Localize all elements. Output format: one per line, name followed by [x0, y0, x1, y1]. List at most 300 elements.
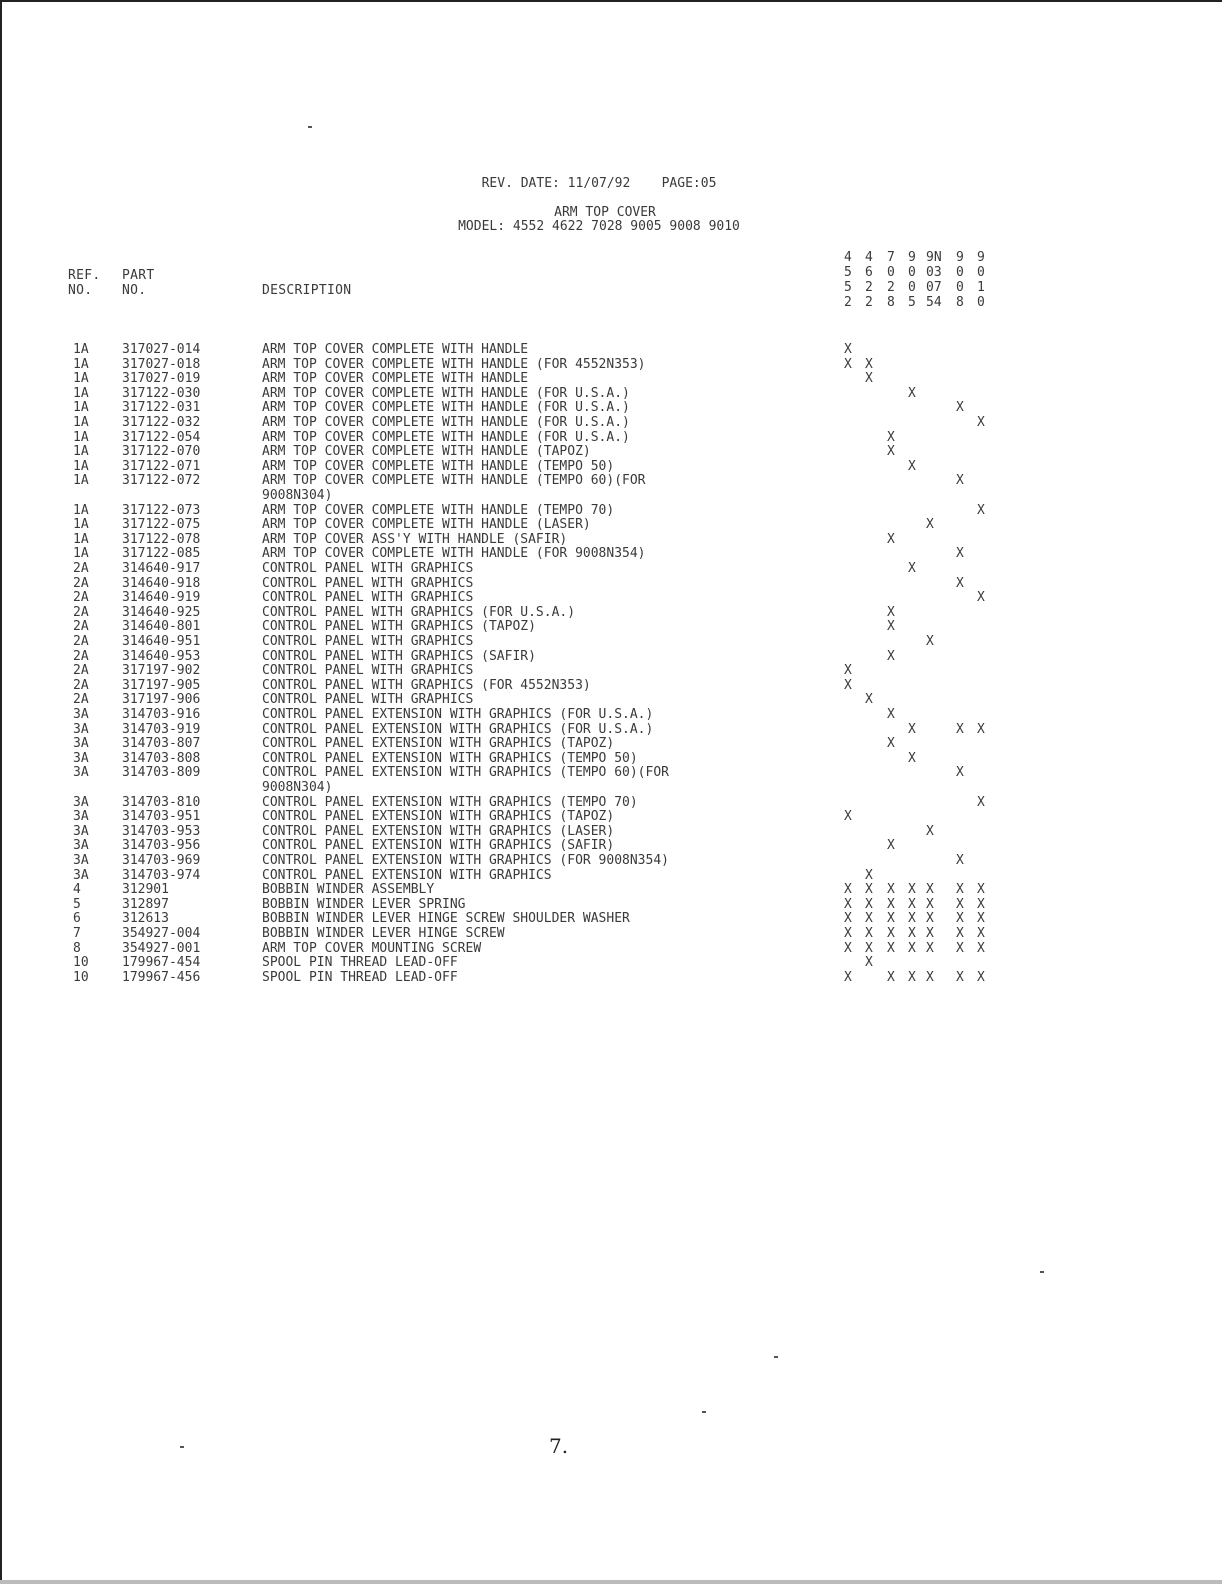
description-cell: ARM TOP COVER COMPLETE WITH HANDLE (LASER) — [262, 517, 591, 533]
table-row — [0, 371, 1222, 386]
table-row — [0, 546, 1222, 561]
model-applicability-mark: X — [887, 707, 895, 722]
ref-no-cell: 1A — [73, 400, 89, 416]
model-applicability-mark: X — [908, 911, 916, 927]
part-no-cell: 314703-807 — [122, 736, 201, 752]
model-applicability-mark: X — [956, 911, 964, 927]
model-digit: 2 — [865, 280, 873, 295]
ref-no-cell: 3A — [73, 867, 89, 883]
model-applicability-mark: X — [977, 940, 985, 956]
model-column-header — [865, 250, 873, 310]
model-applicability-mark: X — [956, 721, 964, 737]
model-column-header — [956, 250, 964, 310]
description-cell: CONTROL PANEL EXTENSION WITH GRAPHICS (LASER) — [262, 823, 615, 839]
model-applicability-mark: X — [956, 400, 964, 416]
table-row — [0, 795, 1222, 810]
ref-no-cell: 1A — [73, 546, 89, 562]
part-no-cell: 314703-956 — [122, 838, 201, 854]
model-digit: 0 — [887, 265, 895, 280]
scan-speck — [308, 126, 312, 128]
table-row — [0, 605, 1222, 620]
ref-no-cell: 3A — [73, 853, 89, 868]
description-continuation: 9008N304) — [262, 488, 333, 504]
description-cell: ARM TOP COVER COMPLETE WITH HANDLE (TEMPO 60)(FOR — [262, 473, 646, 489]
model-digit: 4 — [844, 250, 852, 265]
model-column-header — [844, 250, 852, 310]
model-applicability-mark: X — [908, 750, 916, 766]
ref-no-cell: 3A — [73, 809, 89, 825]
ref-no-cell: 1A — [73, 385, 89, 401]
description-cell: ARM TOP COVER COMPLETE WITH HANDLE (FOR U.S.A.) — [262, 429, 630, 445]
model-digit: 54 — [926, 295, 942, 310]
model-applicability-mark: X — [977, 896, 985, 912]
part-no-cell: 314640-925 — [122, 604, 201, 620]
table-row — [0, 473, 1222, 504]
description-cell: BOBBIN WINDER LEVER HINGE SCREW SHOULDER WASHER — [262, 911, 630, 927]
ref-no-cell: 2A — [73, 604, 89, 620]
model-digit: 9 — [908, 250, 916, 265]
description-cell: ARM TOP COVER COMPLETE WITH HANDLE — [262, 371, 529, 387]
description-cell: ARM TOP COVER COMPLETE WITH HANDLE (TEMPO 70) — [262, 502, 615, 518]
part-no-cell: 314703-916 — [122, 707, 201, 722]
model-applicability-mark: X — [887, 648, 895, 664]
ref-no-header: REF. NO. — [68, 268, 101, 298]
ref-no-cell: 4 — [73, 882, 81, 898]
description-cell: CONTROL PANEL WITH GRAPHICS — [262, 561, 474, 576]
ref-no-cell: 3A — [73, 794, 89, 810]
scan-border-left — [0, 0, 2, 1584]
ref-no-cell: 2A — [73, 561, 89, 576]
model-applicability-mark: X — [844, 809, 852, 825]
model-applicability-mark: X — [887, 444, 895, 460]
model-applicability-mark: X — [887, 604, 895, 620]
table-row — [0, 897, 1222, 912]
model-applicability-mark: X — [926, 882, 934, 898]
model-applicability-mark: X — [844, 663, 852, 679]
description-cell: CONTROL PANEL WITH GRAPHICS — [262, 663, 474, 679]
model-applicability-mark: X — [865, 882, 873, 898]
model-applicability-mark: X — [887, 882, 895, 898]
model-applicability-mark: X — [926, 896, 934, 912]
part-no-cell: 314703-951 — [122, 809, 201, 825]
table-row — [0, 342, 1222, 357]
description-cell: CONTROL PANEL EXTENSION WITH GRAPHICS (TEMPO 70) — [262, 794, 638, 810]
description-cell: CONTROL PANEL EXTENSION WITH GRAPHICS (FOR 9008N354) — [262, 853, 669, 868]
model-column-header — [977, 250, 985, 310]
description-cell: CONTROL PANEL EXTENSION WITH GRAPHICS (TEMPO 50) — [262, 750, 638, 766]
model-applicability-mark: X — [977, 590, 985, 606]
model-applicability-mark: X — [956, 969, 964, 985]
model-applicability-mark: X — [865, 692, 873, 708]
ref-no-cell: 2A — [73, 648, 89, 664]
ref-no-cell: 6 — [73, 911, 81, 927]
model-applicability-mark: X — [887, 838, 895, 854]
model-digit: 4 — [865, 250, 873, 265]
description-cell: CONTROL PANEL WITH GRAPHICS (TAPOZ) — [262, 619, 536, 635]
scan-border-top — [0, 0, 1222, 2]
model-applicability-mark: X — [926, 940, 934, 956]
model-digit: 0 — [977, 295, 985, 310]
description-cell: ARM TOP COVER COMPLETE WITH HANDLE (FOR 9008N354) — [262, 546, 646, 562]
table-row — [0, 970, 1222, 985]
model-digit: 6 — [865, 265, 873, 280]
table-row — [0, 576, 1222, 591]
part-no-cell: 317197-906 — [122, 692, 201, 708]
model-applicability-mark: X — [908, 926, 916, 941]
table-row — [0, 459, 1222, 474]
description-cell: BOBBIN WINDER LEVER HINGE SCREW — [262, 926, 505, 941]
model-applicability-mark: X — [977, 926, 985, 941]
description-cell: CONTROL PANEL EXTENSION WITH GRAPHICS (TEMPO 60)(FOR — [262, 765, 669, 781]
model-applicability-mark: X — [887, 896, 895, 912]
part-no-cell: 317027-014 — [122, 342, 201, 357]
description-cell: ARM TOP COVER COMPLETE WITH HANDLE — [262, 342, 529, 357]
model-applicability-mark: X — [977, 794, 985, 810]
model-digit: 0 — [956, 280, 964, 295]
ref-no-cell: 2A — [73, 590, 89, 606]
ref-no-cell: 1A — [73, 342, 89, 357]
model-applicability-mark: X — [956, 896, 964, 912]
model-digit: 8 — [887, 295, 895, 310]
model-column-header — [908, 250, 916, 310]
part-no-cell: 317122-070 — [122, 444, 201, 460]
model-applicability-mark: X — [865, 911, 873, 927]
model-applicability-mark: X — [977, 721, 985, 737]
model-digit: 2 — [865, 295, 873, 310]
ref-no-cell: 1A — [73, 473, 89, 489]
description-cell: SPOOL PIN THREAD LEAD-OFF — [262, 955, 458, 971]
part-no-cell: 314703-919 — [122, 721, 201, 737]
model-applicability-mark: X — [956, 940, 964, 956]
model-applicability-mark: X — [926, 634, 934, 649]
description-cell: CONTROL PANEL EXTENSION WITH GRAPHICS (SAFIR) — [262, 838, 615, 854]
table-row — [0, 926, 1222, 941]
model-applicability-mark: X — [865, 896, 873, 912]
model-applicability-mark: X — [887, 736, 895, 752]
table-row — [0, 386, 1222, 401]
description-cell: ARM TOP COVER MOUNTING SCREW — [262, 940, 482, 956]
scan-speck — [1040, 1271, 1044, 1273]
ref-no-cell: 3A — [73, 707, 89, 722]
model-applicability-mark: X — [956, 853, 964, 868]
ref-no-cell: 2A — [73, 634, 89, 649]
model-digit: 0 — [908, 265, 916, 280]
part-no-cell: 314640-917 — [122, 561, 201, 576]
part-no-cell: 314703-969 — [122, 853, 201, 868]
part-no-cell: 317122-072 — [122, 473, 201, 489]
description-cell: CONTROL PANEL WITH GRAPHICS — [262, 692, 474, 708]
model-applicability-mark: X — [956, 926, 964, 941]
part-no-cell: 179967-456 — [122, 969, 201, 985]
model-applicability-mark: X — [977, 415, 985, 430]
description-cell: SPOOL PIN THREAD LEAD-OFF — [262, 969, 458, 985]
model-applicability-mark: X — [977, 882, 985, 898]
part-no-cell: 314640-918 — [122, 575, 201, 591]
model-applicability-mark: X — [977, 969, 985, 985]
model-applicability-mark: X — [926, 517, 934, 533]
model-applicability-mark: X — [844, 677, 852, 693]
part-no-cell: 317122-032 — [122, 415, 201, 430]
model-digit: 2 — [844, 295, 852, 310]
part-no-cell: 312613 — [122, 911, 169, 927]
ref-no-cell: 2A — [73, 575, 89, 591]
model-applicability-mark: X — [844, 926, 852, 941]
model-applicability-mark: X — [908, 882, 916, 898]
scan-speck — [702, 1411, 706, 1413]
table-row — [0, 678, 1222, 693]
ref-no-cell: 1A — [73, 356, 89, 372]
model-applicability-mark: X — [887, 619, 895, 635]
description-cell: CONTROL PANEL WITH GRAPHICS (FOR U.S.A.) — [262, 604, 576, 620]
model-applicability-mark: X — [956, 575, 964, 591]
part-no-cell: 354927-004 — [122, 926, 201, 941]
model-applicability-mark: X — [908, 721, 916, 737]
table-row — [0, 882, 1222, 897]
model-digit: 0 — [908, 280, 916, 295]
description-cell: ARM TOP COVER COMPLETE WITH HANDLE (FOR U.S.A.) — [262, 415, 630, 430]
table-row — [0, 649, 1222, 664]
part-no-cell: 314703-953 — [122, 823, 201, 839]
table-row — [0, 444, 1222, 459]
part-no-cell: 314640-951 — [122, 634, 201, 649]
model-digit: 0 — [977, 265, 985, 280]
model-applicability-mark: X — [956, 546, 964, 562]
table-row — [0, 809, 1222, 824]
part-no-cell: 317122-054 — [122, 429, 201, 445]
model-digit: 8 — [956, 295, 964, 310]
model-applicability-mark: X — [956, 882, 964, 898]
model-applicability-mark: X — [844, 342, 852, 357]
table-row — [0, 868, 1222, 883]
table-row — [0, 707, 1222, 722]
model-applicability-mark: X — [926, 911, 934, 927]
model-applicability-mark: X — [887, 429, 895, 445]
table-row — [0, 400, 1222, 415]
part-no-cell: 354927-001 — [122, 940, 201, 956]
part-no-cell: 317122-085 — [122, 546, 201, 562]
part-no-cell: 317197-905 — [122, 677, 201, 693]
part-no-cell: 312901 — [122, 882, 169, 898]
rev-date-line: REV. DATE: 11/07/92 PAGE:05 — [481, 176, 717, 191]
model-digit: 9N — [926, 250, 942, 265]
model-applicability-mark: X — [844, 969, 852, 985]
table-row — [0, 941, 1222, 956]
model-applicability-mark: X — [844, 896, 852, 912]
model-line: MODEL: 4552 4622 7028 9005 9008 9010 — [458, 219, 740, 234]
description-cell: CONTROL PANEL EXTENSION WITH GRAPHICS (FOR U.S.A.) — [262, 721, 654, 737]
model-applicability-mark: X — [926, 969, 934, 985]
ref-no-cell: 1A — [73, 415, 89, 430]
table-row — [0, 590, 1222, 605]
ref-no-cell: 1A — [73, 531, 89, 547]
description-cell: CONTROL PANEL EXTENSION WITH GRAPHICS (FOR U.S.A.) — [262, 707, 654, 722]
table-row — [0, 751, 1222, 766]
description-cell: CONTROL PANEL WITH GRAPHICS (FOR 4552N353) — [262, 677, 591, 693]
scan-border-bottom — [0, 1580, 1222, 1584]
table-row — [0, 692, 1222, 707]
table-row — [0, 561, 1222, 576]
part-no-cell: 317027-019 — [122, 371, 201, 387]
model-applicability-mark: X — [865, 371, 873, 387]
ref-no-cell: 1A — [73, 429, 89, 445]
description-cell: CONTROL PANEL WITH GRAPHICS — [262, 575, 474, 591]
model-applicability-mark: X — [865, 867, 873, 883]
ref-no-cell: 3A — [73, 823, 89, 839]
ref-no-cell: 1A — [73, 444, 89, 460]
model-applicability-mark: X — [865, 356, 873, 372]
page-number: 7. — [549, 1434, 569, 1458]
scan-speck — [180, 1446, 184, 1448]
ref-no-cell: 1A — [73, 517, 89, 533]
ref-no-cell: 5 — [73, 896, 81, 912]
description-cell: ARM TOP COVER COMPLETE WITH HANDLE (TEMPO 50) — [262, 458, 615, 474]
part-no-cell: 312897 — [122, 896, 169, 912]
model-applicability-mark: X — [956, 765, 964, 781]
ref-no-cell: 3A — [73, 838, 89, 854]
model-digit: 5 — [844, 280, 852, 295]
description-cell: CONTROL PANEL WITH GRAPHICS — [262, 590, 474, 606]
model-digit: 5 — [844, 265, 852, 280]
model-applicability-mark: X — [887, 940, 895, 956]
description-cell: ARM TOP COVER COMPLETE WITH HANDLE (FOR U.S.A.) — [262, 400, 630, 416]
model-digit: 5 — [908, 295, 916, 310]
part-no-cell: 314703-808 — [122, 750, 201, 766]
ref-no-cell: 2A — [73, 663, 89, 679]
model-applicability-mark: X — [887, 926, 895, 941]
model-applicability-mark: X — [908, 385, 916, 401]
ref-no-cell: 10 — [73, 955, 89, 971]
ref-no-cell: 3A — [73, 750, 89, 766]
model-applicability-mark: X — [844, 911, 852, 927]
table-row — [0, 736, 1222, 751]
description-cell: CONTROL PANEL EXTENSION WITH GRAPHICS (TAPOZ) — [262, 809, 615, 825]
model-applicability-mark: X — [977, 911, 985, 927]
model-column-header — [926, 250, 942, 310]
part-no-cell: 317122-071 — [122, 458, 201, 474]
ref-no-cell: 8 — [73, 940, 81, 956]
model-applicability-mark: X — [926, 926, 934, 941]
model-applicability-mark: X — [977, 502, 985, 518]
table-row — [0, 415, 1222, 430]
model-applicability-mark: X — [844, 356, 852, 372]
ref-no-cell: 1A — [73, 458, 89, 474]
table-row — [0, 765, 1222, 796]
table-row — [0, 517, 1222, 532]
part-no-cell: 314703-974 — [122, 867, 201, 883]
ref-no-cell: 1A — [73, 502, 89, 518]
table-row — [0, 503, 1222, 518]
ref-no-cell: 3A — [73, 721, 89, 737]
model-applicability-mark: X — [865, 940, 873, 956]
description-header: DESCRIPTION — [262, 283, 352, 298]
model-digit: 0 — [956, 265, 964, 280]
ref-no-cell: 10 — [73, 969, 89, 985]
model-digit: 07 — [926, 280, 942, 295]
ref-no-cell: 3A — [73, 736, 89, 752]
model-applicability-mark: X — [908, 458, 916, 474]
model-applicability-mark: X — [865, 926, 873, 941]
model-digit: 03 — [926, 265, 942, 280]
description-continuation: 9008N304) — [262, 780, 333, 796]
model-applicability-mark: X — [926, 823, 934, 839]
description-cell: ARM TOP COVER COMPLETE WITH HANDLE (TAPOZ) — [262, 444, 591, 460]
model-applicability-mark: X — [956, 473, 964, 489]
model-digit: 9 — [977, 250, 985, 265]
table-row — [0, 955, 1222, 970]
part-no-cell: 317122-075 — [122, 517, 201, 533]
part-no-header: PART NO. — [122, 268, 155, 298]
model-applicability-mark: X — [908, 969, 916, 985]
model-digit: 1 — [977, 280, 985, 295]
model-applicability-mark: X — [844, 940, 852, 956]
model-digit: 9 — [956, 250, 964, 265]
table-row — [0, 430, 1222, 445]
description-cell: CONTROL PANEL EXTENSION WITH GRAPHICS (TAPOZ) — [262, 736, 615, 752]
model-applicability-mark: X — [908, 940, 916, 956]
part-no-cell: 179967-454 — [122, 955, 201, 971]
table-row — [0, 911, 1222, 926]
part-no-cell: 317122-030 — [122, 385, 201, 401]
ref-no-cell: 2A — [73, 619, 89, 635]
part-no-cell: 314703-809 — [122, 765, 201, 781]
model-applicability-mark: X — [887, 969, 895, 985]
ref-no-cell: 3A — [73, 765, 89, 781]
description-cell: ARM TOP COVER ASS'Y WITH HANDLE (SAFIR) — [262, 531, 568, 547]
model-applicability-mark: X — [908, 896, 916, 912]
description-cell: CONTROL PANEL WITH GRAPHICS (SAFIR) — [262, 648, 536, 664]
description-cell: ARM TOP COVER COMPLETE WITH HANDLE (FOR 4552N353) — [262, 356, 646, 372]
table-row — [0, 722, 1222, 737]
part-no-cell: 317122-031 — [122, 400, 201, 416]
model-digit: 7 — [887, 250, 895, 265]
document-title: ARM TOP COVER — [554, 205, 656, 220]
model-column-header — [887, 250, 895, 310]
ref-no-cell: 2A — [73, 677, 89, 693]
model-applicability-mark: X — [844, 882, 852, 898]
part-no-cell: 314640-801 — [122, 619, 201, 635]
table-row — [0, 663, 1222, 678]
model-applicability-mark: X — [887, 531, 895, 547]
table-row — [0, 619, 1222, 634]
table-row — [0, 824, 1222, 839]
description-cell: BOBBIN WINDER ASSEMBLY — [262, 882, 435, 898]
part-no-cell: 317197-902 — [122, 663, 201, 679]
part-no-cell: 314703-810 — [122, 794, 201, 810]
model-applicability-mark: X — [887, 911, 895, 927]
scan-speck — [774, 1356, 778, 1358]
ref-no-cell: 7 — [73, 926, 81, 941]
model-applicability-mark: X — [908, 561, 916, 576]
part-no-cell: 317122-073 — [122, 502, 201, 518]
model-applicability-mark: X — [865, 955, 873, 971]
description-cell: ARM TOP COVER COMPLETE WITH HANDLE (FOR U.S.A.) — [262, 385, 630, 401]
model-digit: 2 — [887, 280, 895, 295]
part-no-cell: 317027-018 — [122, 356, 201, 372]
ref-no-cell: 1A — [73, 371, 89, 387]
part-no-cell: 317122-078 — [122, 531, 201, 547]
part-no-cell: 314640-919 — [122, 590, 201, 606]
description-cell: CONTROL PANEL EXTENSION WITH GRAPHICS — [262, 867, 552, 883]
ref-no-cell: 2A — [73, 692, 89, 708]
description-cell: BOBBIN WINDER LEVER SPRING — [262, 896, 466, 912]
table-row — [0, 357, 1222, 372]
description-cell: CONTROL PANEL WITH GRAPHICS — [262, 634, 474, 649]
table-row — [0, 634, 1222, 649]
table-row — [0, 838, 1222, 853]
table-row — [0, 853, 1222, 868]
part-no-cell: 314640-953 — [122, 648, 201, 664]
table-row — [0, 532, 1222, 547]
